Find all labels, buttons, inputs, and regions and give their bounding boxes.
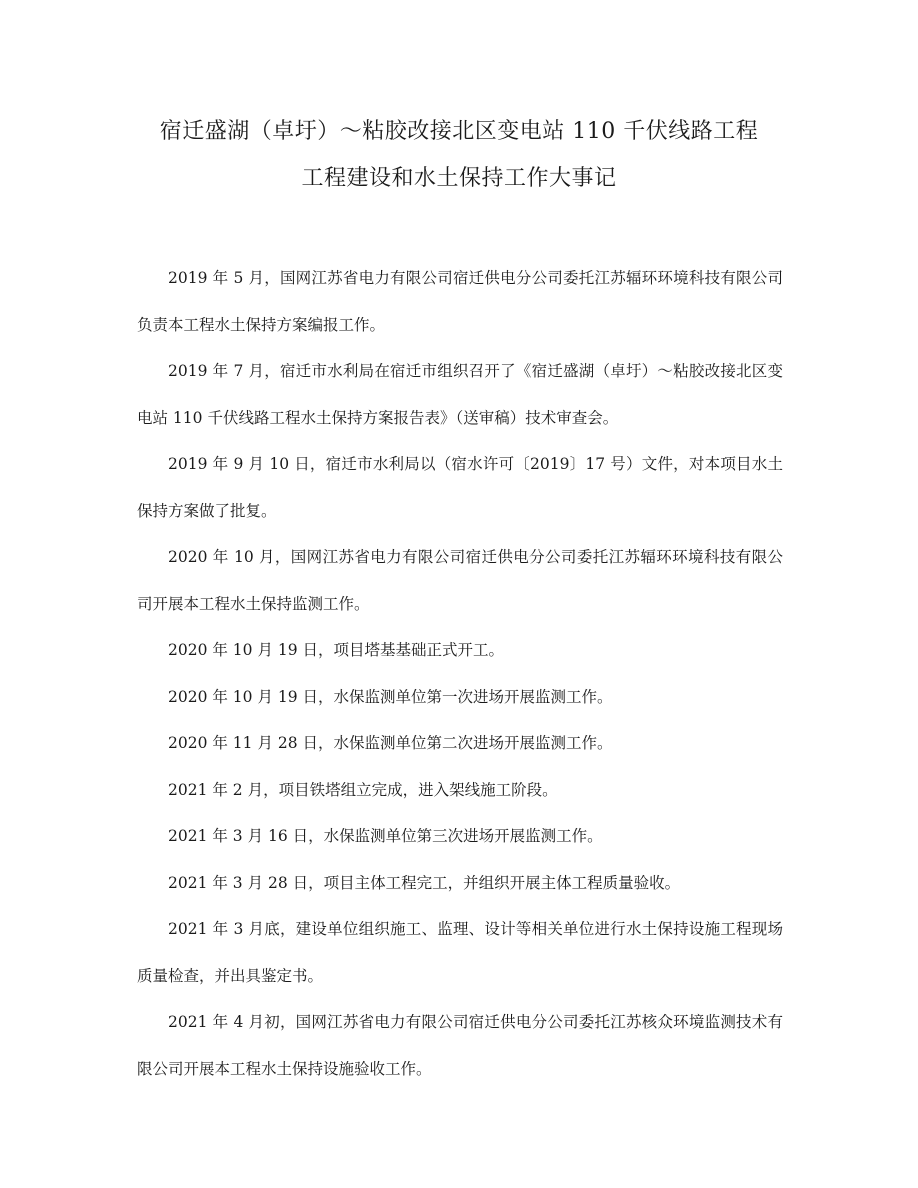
document-title-line-1: 宿迁盛湖（卓圩）～粘胶改接北区变电站 110 千伏线路工程 <box>159 119 759 144</box>
paragraph: 2020 年 10 月，国网江苏省电力有限公司宿迁供电分公司委托江苏辐环环境科技有限公司开展本工程水土保持监测工作。 <box>137 548 783 613</box>
document-title-line-2: 工程建设和水土保持工作大事记 <box>301 166 617 191</box>
paragraph: 2020 年 10 月 19 日，水保监测单位第一次进场开展监测工作。 <box>168 687 613 706</box>
paragraph: 2021 年 3 月底，建设单位组织施工、监理、设计等相关单位进行水土保持设施工程现场质量检查，并出具鉴定书。 <box>137 920 783 985</box>
paragraph: 2020 年 11 月 28 日，水保监测单位第二次进场开展监测工作。 <box>168 734 613 752</box>
paragraph: 2021 年 3 月 28 日，项目主体工程完工，并组织开展主体工程质量验收。 <box>168 873 681 892</box>
paragraph: 2019 年 5 月，国网江苏省电力有限公司宿迁供电分公司委托江苏辐环环境科技有限公司负责本工程水土保持方案编报工作。 <box>137 269 783 334</box>
paragraph: 2019 年 7 月，宿迁市水利局在宿迁市组织召开了《宿迁盛湖（卓圩）～粘胶改接北区变电站 110 千伏线路工程水土保持方案报告表》（送审稿）技术审查会。 <box>137 362 783 427</box>
paragraph: 2021 年 2 月，项目铁塔组立完成，进入架线施工阶段。 <box>168 780 558 799</box>
paragraph: 2021 年 3 月 16 日，水保监测单位第三次进场开展监测工作。 <box>168 827 603 845</box>
paragraph: 2020 年 10 月 19 日，项目塔基基础正式开工。 <box>168 641 505 659</box>
document-body <box>137 255 783 1092</box>
paragraph: 2019 年 9 月 10 日，宿迁市水利局以（宿水许可〔2019〕17 号）文件，对本项目水土保持方案做了批复。 <box>137 455 783 520</box>
paragraph: 2021 年 4 月初，国网江苏省电力有限公司宿迁供电分公司委托江苏核众环境监测技术有限公司开展本工程水土保持设施验收工作。 <box>137 1013 783 1078</box>
